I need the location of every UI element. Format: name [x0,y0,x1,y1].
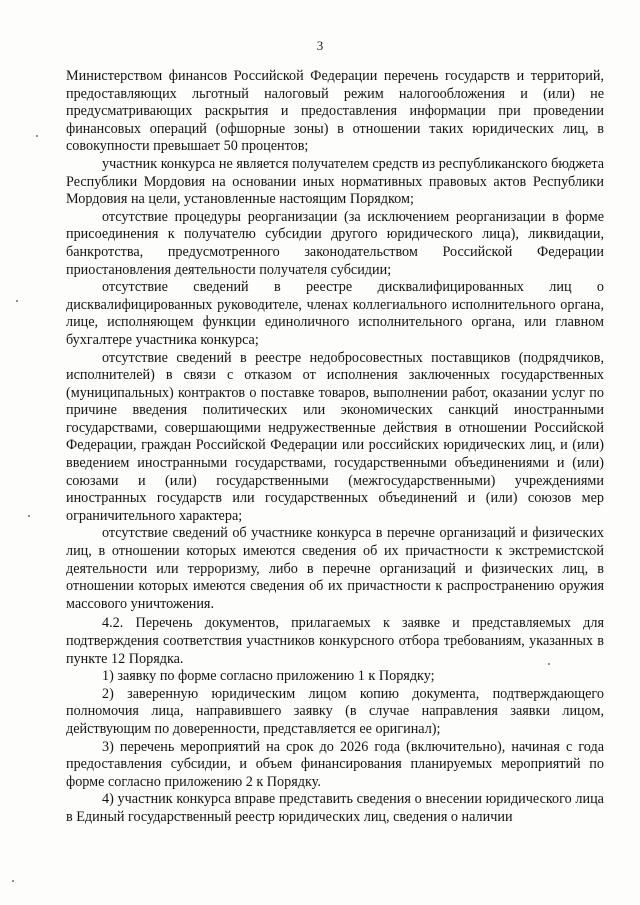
document-body [66,68,604,827]
paragraph-no-disqualified: отсутствие сведений в реестре дисквалифицированных лиц о дисквалифицированных руководителе, членах коллегиального исполнительного органа, лице, исполняющем функции единоличного исполнительного органа, или главном бухгалтере участника конкурса; [66,279,604,348]
list-item-authority-copy: 2) заверенную юридическим лицом копию документа, подтверждающего полномочия лица, направившего заявку (в случае направления заявки лицом, действующим по доверенности, представляется ее оригинал); [66,685,604,737]
paragraph-offshore-continuation: Министерством финансов Российской Федерации перечень государств и территорий, предоставляющих льготный налоговый режим налогообложения и (или) не предусматривающих раскрытия и предоставления информации при проведении финансовых операций (офшорные зоны) в отношении таких юридических лиц, в совокупности превышает 50 процентов; [66,68,604,155]
paragraph-no-extremism: отсутствие сведений об участнике конкурса в перечне организаций и физических лиц, в отношении которых имеются сведения об их причастности к экстремистской деятельности или терроризму, либо в перечне организаций и физических лиц, в отношении которых имеются сведения об их причастности к распространению оружия массового уничтожения. [66,525,604,612]
paragraph-no-reorganization: отсутствие процедуры реорганизации (за исключением реорганизации в форме присоединения к получателю субсидии другого юридического лица), ликвидации, банкротства, предусмотренного законодательством Российской Федерации приостановления деятельности получателя субсидии; [66,208,604,278]
paragraph-documents-list: 4.2. Перечень документов, прилагаемых к заявке и представляемых для подтверждения соответствия участников конкурсного отбора требованиям, указанных в пункте 12 Порядка. [66,615,604,667]
paragraph-not-recipient: участник конкурса не является получателем средств из республиканского бюджета Республики Мордовия на основании иных нормативных правовых актов Республики Мордовия на цели, установленные настоящим Порядком; [66,155,604,208]
scan-speck [16,300,18,302]
scan-speck [12,880,14,882]
scan-speck [548,663,550,665]
scan-speck [36,135,38,137]
paragraph-no-unfair-suppliers: отсутствие сведений в реестре недобросовестных поставщиков (подрядчиков, исполнителей) в связи с отказом от исполнения заключенных государственных (муниципальных) контрактов о поставке товаров, выполнении работ, оказании услуг по причине введения политических или экономических санкций иностранными государствами, совершающими недружественные действия в отношении Российской Федерации, граждан Российской Федерации или российских юридических лиц, и (или) введением иностранными государствами, государственными объединениями и (или) союзами и (или) государственными (межгосударственными) учреждениями иностранных государств или государственных объединений и (или) союзов мер ограничительного характера; [66,349,604,524]
list-item-application: 1) заявку по форме согласно приложению 1 к Порядку; [102,668,435,685]
list-item-registry-info: 4) участник конкурса вправе представить сведения о внесении юридического лица в Единый государственный реестр юридических лиц, сведения о наличии [66,791,604,825]
page-number: 3 [316,38,324,53]
scan-speck [28,515,30,517]
list-item-measures-list: 3) перечень мероприятий на срок до 2026 года (включительно), начиная с года предоставления субсидии, и объем финансирования планируемых мероприятий по форме согласно приложению 2 к Порядку. [66,738,604,790]
